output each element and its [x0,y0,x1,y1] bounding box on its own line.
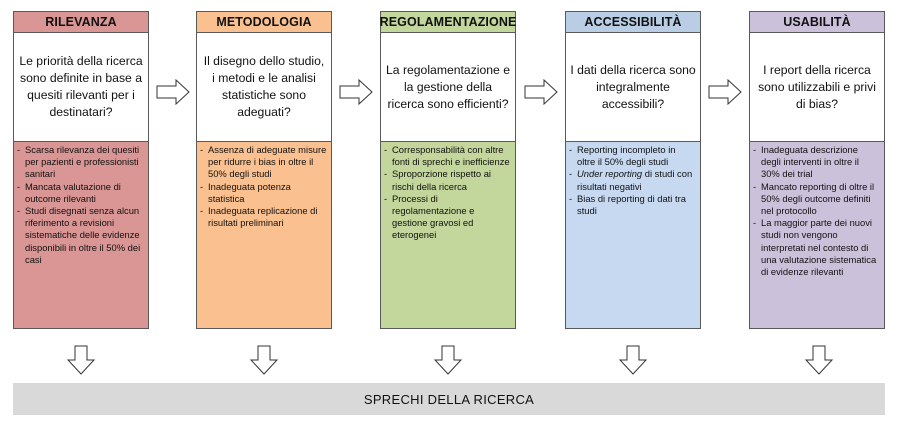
column-metodologia [196,11,332,329]
column-title: USABILITÀ [749,11,885,33]
arrow-down-icon [250,345,278,375]
list-item: - Corresponsabilità con altre fonti di sprechi e inefficienze [384,144,511,168]
list-item: - Bias di reporting di dati tra studi [569,193,696,217]
column-title: METODOLOGIA [196,11,332,33]
list-item: - Under reporting di studi con risultati negativi [569,168,696,192]
arrow-right-icon [156,79,190,105]
arrow-down-icon [434,345,462,375]
column-question: I dati della ricerca sono integralmente accessibili? [565,33,701,142]
list-item: - La maggior parte dei nuovi studi non vengono interpretati nel contesto di una valutazione sistematica di evidenze rilevanti [753,217,880,278]
list-item: - Assenza di adeguate misure per ridurre i bias in oltre il 50% degli studi [200,144,327,181]
column-issues [13,142,149,329]
column-regolamentazione [380,11,516,329]
footer-banner: SPRECHI DELLA RICERCA [13,383,885,415]
column-question: La regolamentazione e la gestione della ricerca sono efficienti? [380,33,516,142]
list-item: - Inadeguata replicazione di risultati preliminari [200,205,327,229]
list-item: - Reporting incompleto in oltre il 50% degli studi [569,144,696,168]
column-usabilita [749,11,885,329]
list-item: - Mancata valutazione di outcome rilevanti [17,181,144,205]
arrow-down-icon [619,345,647,375]
column-title: ACCESSIBILITÀ [565,11,701,33]
arrow-down-icon [67,345,95,375]
column-title: RILEVANZA [13,11,149,33]
column-accessibilita [565,11,701,329]
list-item: - Mancato reporting di oltre il 50% degli outcome definiti nel protocollo [753,181,880,218]
arrow-right-icon [524,79,558,105]
list-item: - Scarsa rilevanza dei quesiti per pazienti e professionisti sanitari [17,144,144,181]
column-title: REGOLAMENTAZIONE [380,11,516,33]
column-question: I report della ricerca sono utilizzabili e privi di bias? [749,33,885,142]
arrow-right-icon [708,79,742,105]
column-issues [196,142,332,329]
column-issues [380,142,516,329]
list-item: - Studi disegnati senza alcun riferimento a revisioni sistematiche delle evidenze disponibili in oltre il 50% dei casi [17,205,144,266]
list-item: - Inadeguata descrizione degli interventi in oltre il 30% dei trial [753,144,880,181]
column-issues [749,142,885,329]
column-rilevanza [13,11,149,329]
list-item: - Processi di regolamentazione e gestione gravosi ed eterogenei [384,193,511,242]
column-issues [565,142,701,329]
column-question: Il disegno dello studio, i metodi e le analisi statistiche sono adeguati? [196,33,332,142]
arrow-right-icon [339,79,373,105]
arrow-down-icon [805,345,833,375]
list-item: - Sproporzione rispetto ai rischi della ricerca [384,168,511,192]
list-item: - Inadeguata potenza statistica [200,181,327,205]
column-question: Le priorità della ricerca sono definite in base a quesiti rilevanti per i destinatari? [13,33,149,142]
